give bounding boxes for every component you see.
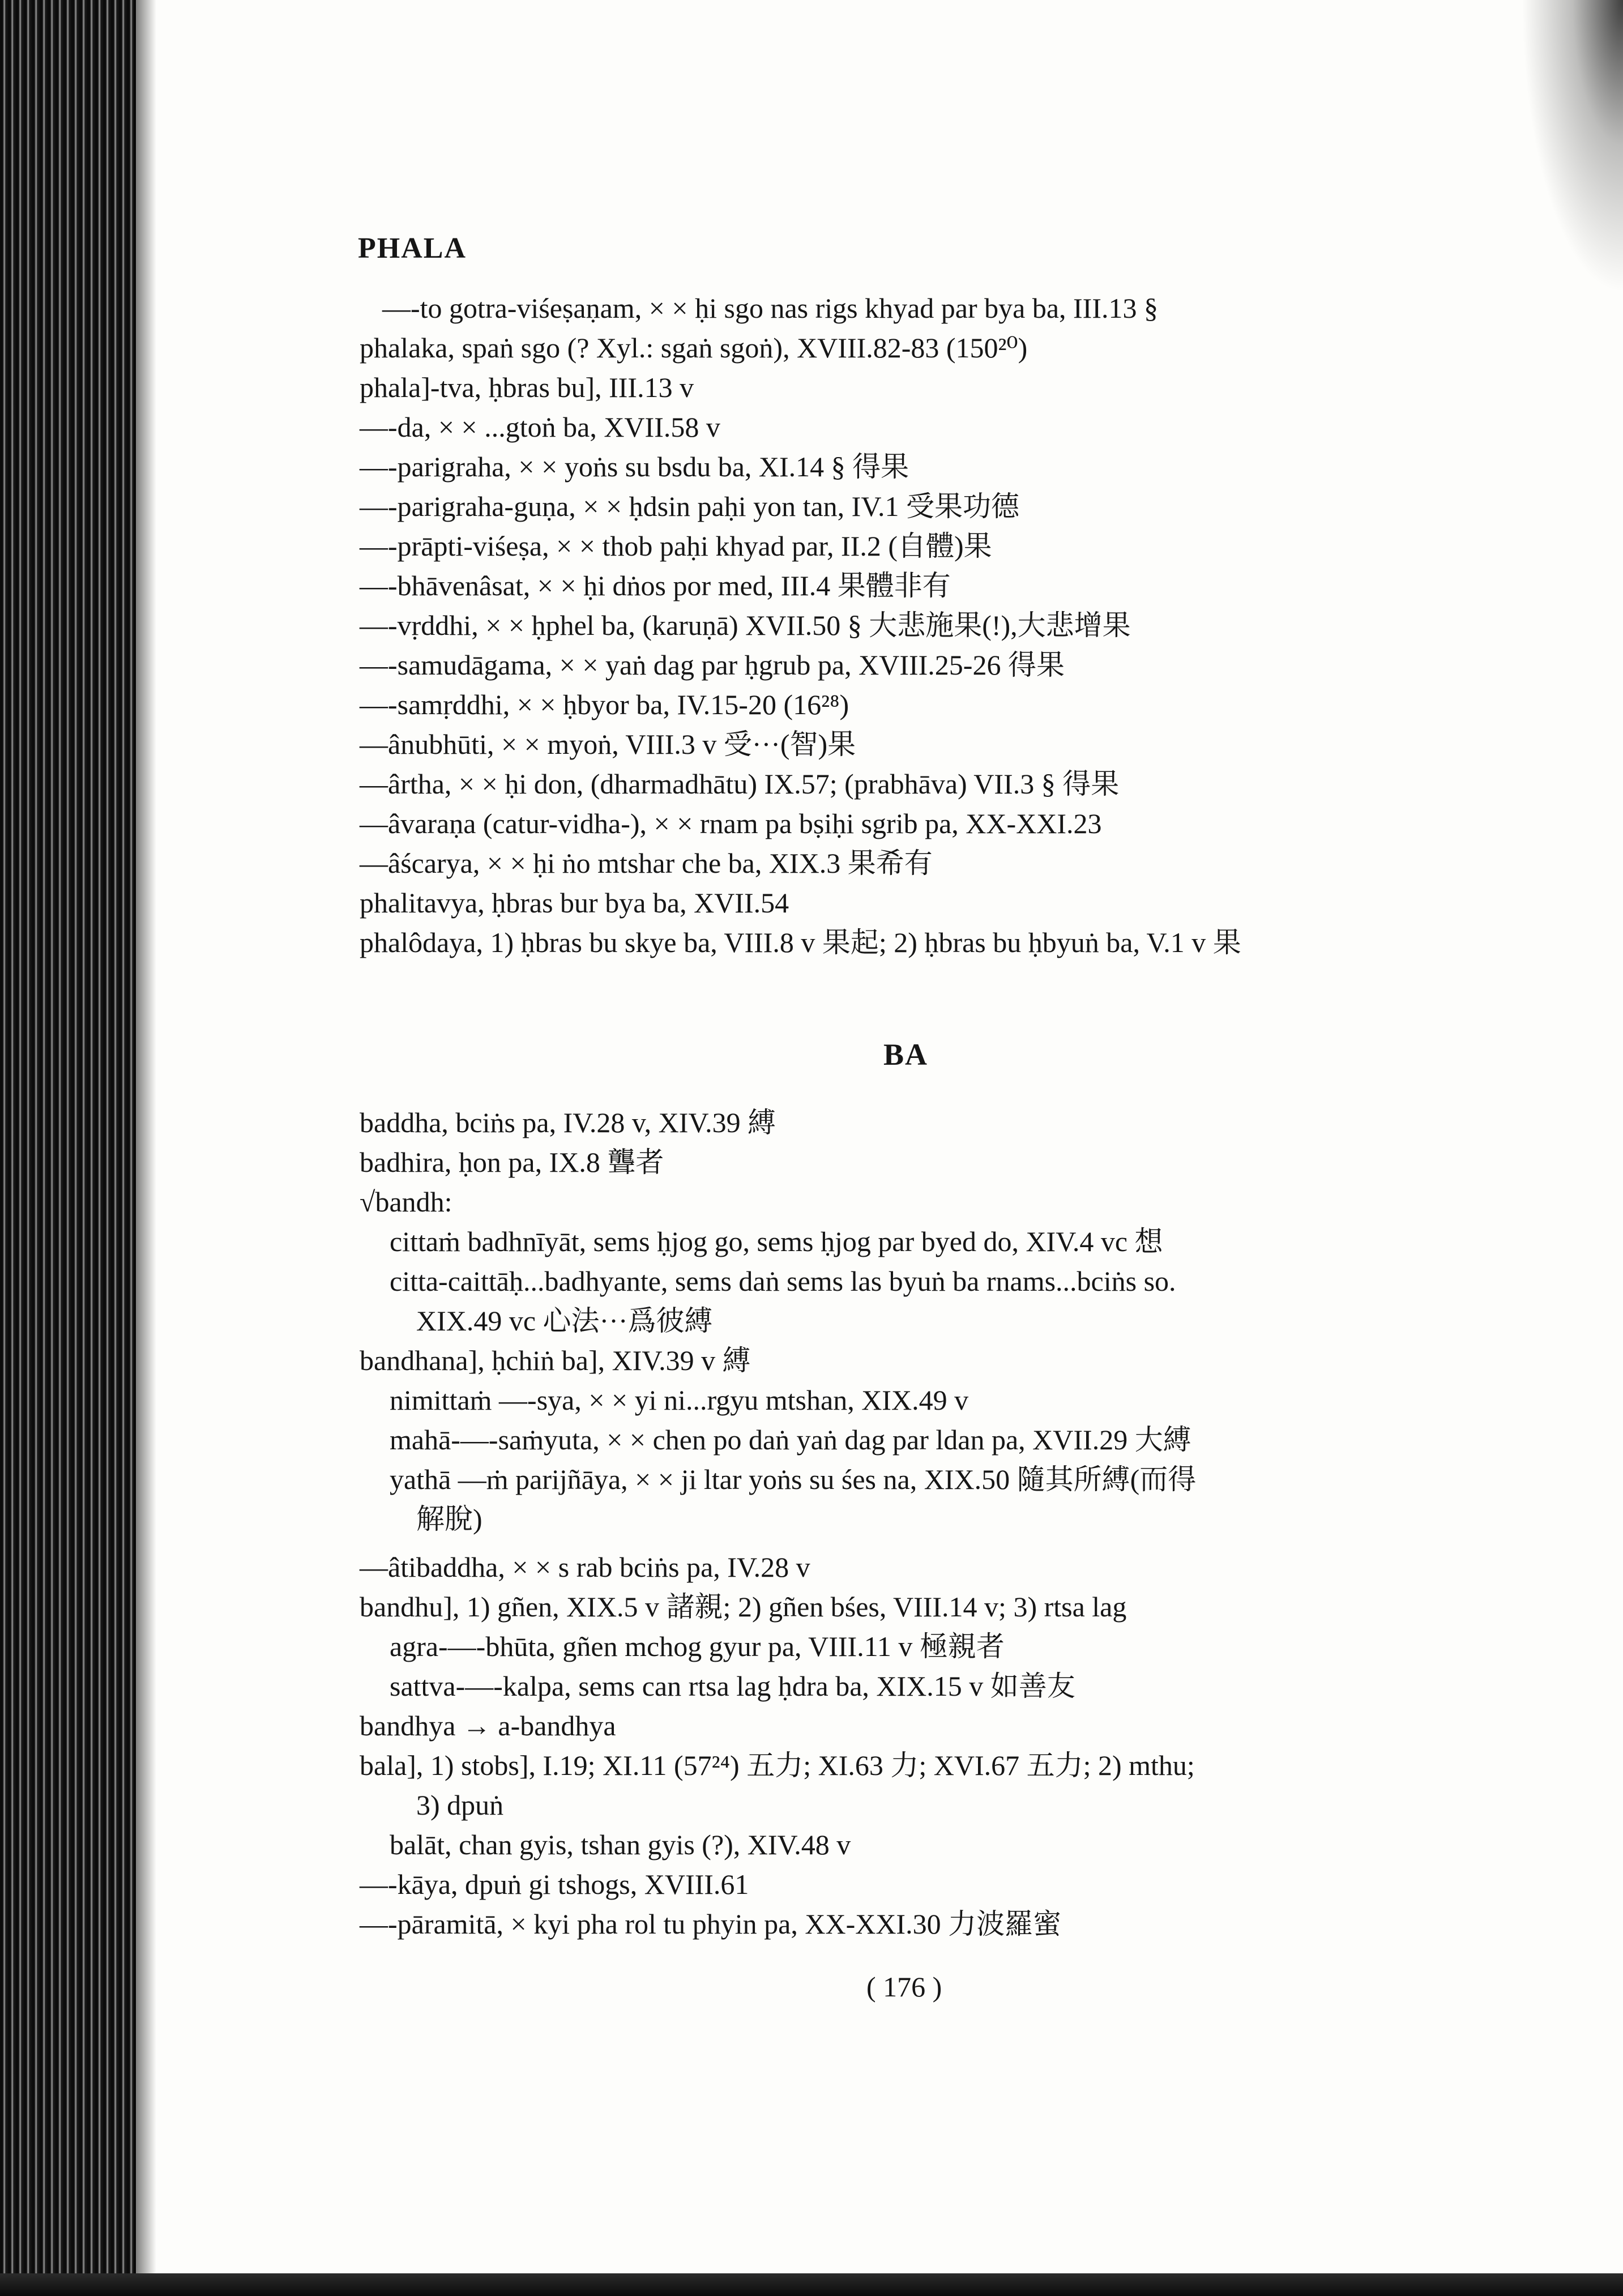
entry-line: phala]-tva, ḥbras bu], III.13 v — [360, 372, 694, 403]
page-bottom-edge — [0, 2273, 1623, 2296]
entry-line: —-vṛddhi, × × ḥphel ba, (karuṇā) XVII.50 § 大悲施果(!),大悲增果 — [360, 609, 1131, 641]
entry-line: —ârtha, × × ḥi don, (dharmadhātu) IX.57; (prabhāva) VII.3 § 得果 — [360, 768, 1120, 800]
page-corner-shadow — [1521, 0, 1623, 295]
entry-line: phalitavya, ḥbras bur bya ba, XVII.54 — [360, 887, 789, 919]
entry-line: —-samṛddhi, × × ḥbyor ba, IV.15-20 (16²⁸) — [360, 689, 849, 720]
entry-line: —ânubhūti, × × myoṅ, VIII.3 v 受···(智)果 — [360, 728, 856, 760]
entry-line: bandhya → a-bandhya — [360, 1710, 616, 1742]
section-heading-ba: BA — [883, 1038, 929, 1072]
entry-line: —-kāya, dpuṅ gi tshogs, XVIII.61 — [360, 1868, 749, 1900]
section-heading-phala: PHALA — [358, 232, 467, 264]
page-number: ( 176 ) — [866, 1971, 942, 2003]
entry-line: √bandh: — [360, 1186, 452, 1218]
entry-line: 3) dpuṅ — [416, 1789, 504, 1821]
entry-line: —-parigraha-guṇa, × × ḥdsin paḥi yon tan, IV.1 受果功德 — [360, 490, 1019, 522]
entry-line: 解脫) — [416, 1503, 482, 1535]
entry-line: —âvaraṇa (catur-vidha-), × × rnam pa bṣiḥi sgrib pa, XX-XXI.23 — [360, 808, 1102, 839]
gutter-shadow — [134, 0, 156, 2296]
entry-line: —âścarya, × × ḥi ṅo mtshar che ba, XIX.3 果希有 — [360, 847, 933, 879]
entry-line: sattva-—-kalpa, sems can rtsa lag ḥdra ba, XIX.15 v 如善友 — [390, 1670, 1075, 1702]
entry-line: bala], 1) stobs], I.19; XI.11 (57²⁴) 五力; XI.63 力; XVI.67 五力; 2) mthu; — [360, 1749, 1195, 1781]
entry-line: balāt, chan gyis, tshan gyis (?), XIV.48 v — [390, 1829, 851, 1860]
entry-line: nimittaṁ —-sya, × × yi ni...rgyu mtshan, XIX.49 v — [390, 1384, 969, 1416]
entry-line: agra-—-bhūta, gñen mchog gyur pa, VIII.11 v 極親者 — [390, 1631, 1005, 1662]
entry-line: —-pāramitā, × kyi pha rol tu phyin pa, XX-XXI.30 力波羅蜜 — [360, 1908, 1062, 1940]
entry-line: phalôdaya, 1) ḥbras bu skye ba, VIII.8 v 果起; 2) ḥbras bu ḥbyuṅ ba, V.1 v 果 — [360, 927, 1241, 958]
entry-line: badhira, ḥon pa, IX.8 聾者 — [360, 1146, 664, 1178]
entry-line: baddha, bciṅs pa, IV.28 v, XIV.39 縛 — [360, 1107, 776, 1138]
entry-line: —-bhāvenâsat, × × ḥi dṅos por med, III.4 果體非有 — [360, 570, 951, 601]
entry-line: —-to gotra-viśeṣaṇam, × × ḥi sgo nas rigs khyad par bya ba, III.13 § — [382, 292, 1158, 324]
entry-line: —-parigraha, × × yoṅs su bsdu ba, XI.14 § 得果 — [360, 451, 909, 483]
entry-line: yathā —ṁ parijñāya, × × ji ltar yoṅs su śes na, XIX.50 隨其所縛(而得 — [390, 1463, 1197, 1495]
entry-line: —-samudāgama, × × yaṅ dag par ḥgrub pa, XVIII.25-26 得果 — [360, 649, 1065, 681]
entry-line: bandhana], ḥchiṅ ba], XIV.39 v 縛 — [360, 1345, 751, 1376]
entry-line: XIX.49 vc 心法···爲彼縛 — [416, 1305, 713, 1337]
entry-line: phalaka, spaṅ sgo (? Xyl.: sgaṅ sgoṅ), XVIII.82-83 (150²⁰) — [360, 332, 1028, 364]
entry-line: —-prāpti-viśeṣa, × × thob paḥi khyad par, II.2 (自體)果 — [360, 530, 992, 562]
entry-line: —âtibaddha, × × s rab bciṅs pa, IV.28 v — [360, 1551, 810, 1583]
book-binding-edge — [0, 0, 136, 2296]
entry-line: citta-caittāḥ...badhyante, sems daṅ sems las byuṅ ba rnams...bciṅs so. — [390, 1265, 1176, 1297]
entry-line: —-da, × × ...gtoṅ ba, XVII.58 v — [360, 411, 720, 443]
entry-line: mahā-—-saṁyuta, × × chen po daṅ yaṅ dag par ldan pa, XVII.29 大縛 — [390, 1424, 1191, 1456]
entry-line: bandhu], 1) gñen, XIX.5 v 諸親; 2) gñen bśes, VIII.14 v; 3) rtsa lag — [360, 1591, 1127, 1623]
entry-line: cittaṁ badhnīyāt, sems ḥjog go, sems ḥjog par byed do, XIV.4 vc 想 — [390, 1226, 1163, 1257]
